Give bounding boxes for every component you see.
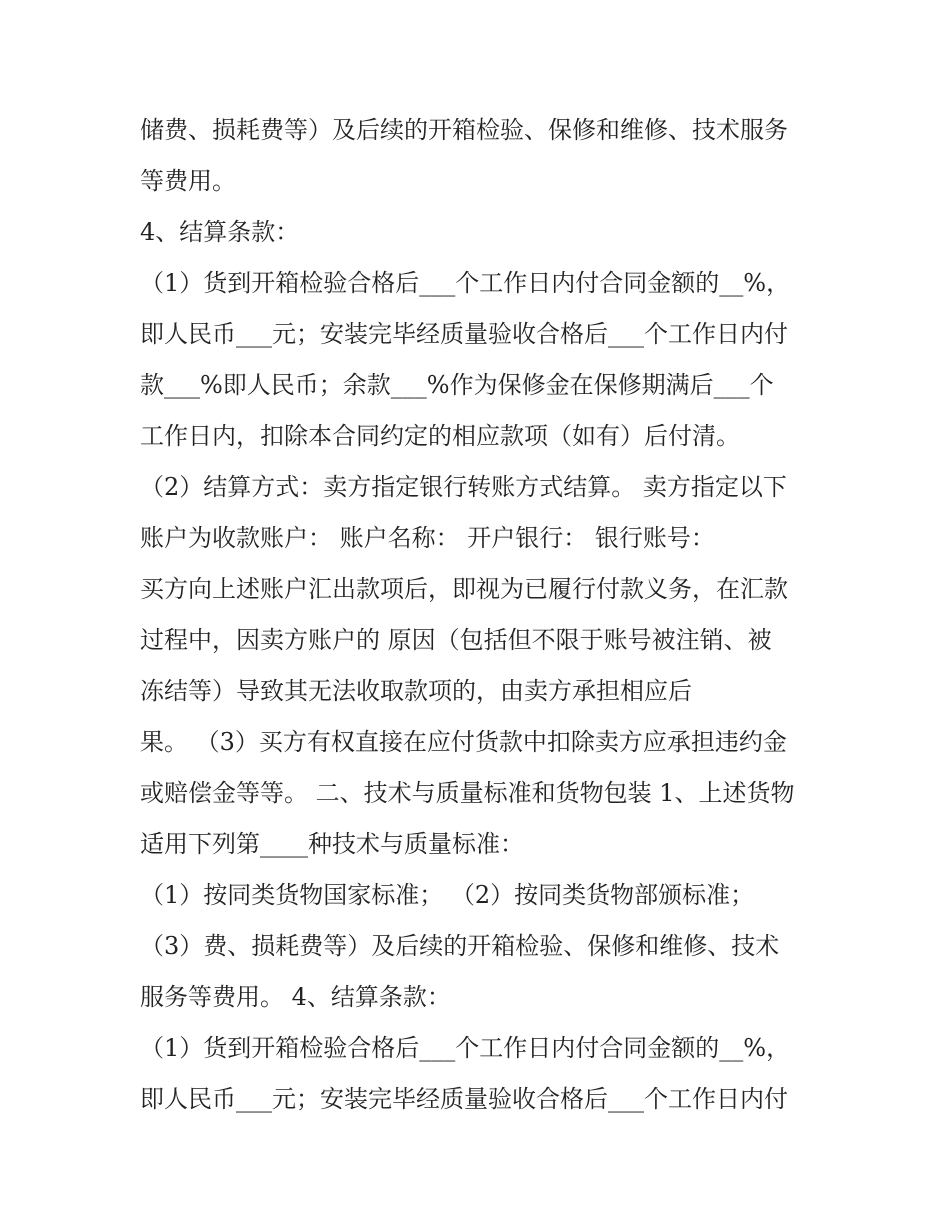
- text-line: 账户为收款账户： 账户名称： 开户银行： 银行账号：: [140, 524, 715, 552]
- text-line: 或赔偿金等等。 二、技术与质量标准和货物包装 1、上述货物: [140, 779, 795, 807]
- text-line: 储费、损耗费等）及后续的开箱检验、保修和维修、技术服务: [140, 116, 788, 144]
- section-heading: 4、结算条款：: [140, 218, 300, 246]
- text-line: 工作日内，扣除本合同约定的相应款项（如有）后付清。: [140, 422, 740, 450]
- text-line: 过程中，因卖方账户的 原因（包括但不限于账号被注销、被: [140, 626, 772, 654]
- text-line: （1）货到开箱检验合格后___个工作日内付合同金额的__%，: [140, 1034, 791, 1062]
- text-line: 果。 （3）买方有权直接在应付货款中扣除卖方应承担违约金: [140, 728, 787, 756]
- text-line: 服务等费用。 4、结算条款：: [140, 983, 451, 1011]
- text-line: （3）费、损耗费等）及后续的开箱检验、保修和维修、技术: [140, 932, 780, 960]
- text-line: 等费用。: [140, 167, 236, 195]
- text-line: （1）按同类货物国家标准； （2）按同类货物部颁标准；: [140, 881, 755, 909]
- text-line: 冻结等）导致其无法收取款项的，由卖方承担相应后: [140, 677, 692, 705]
- text-line: 适用下列第____种技术与质量标准：: [140, 830, 524, 858]
- text-line: 买方向上述账户汇出款项后，即视为已履行付款义务，在汇款: [140, 575, 788, 603]
- text-line: （1）货到开箱检验合格后___个工作日内付合同金额的__%，: [140, 269, 791, 297]
- text-line: （2）结算方式：卖方指定银行转账方式结算。 卖方指定以下: [140, 473, 787, 501]
- text-line: 款___%即人民币；余款___%作为保修金在保修期满后___个: [140, 371, 774, 399]
- text-line: 即人民币___元；安装完毕经质量验收合格后___个工作日内付: [140, 320, 788, 348]
- text-line: 即人民币___元；安装完毕经质量验收合格后___个工作日内付: [140, 1085, 788, 1113]
